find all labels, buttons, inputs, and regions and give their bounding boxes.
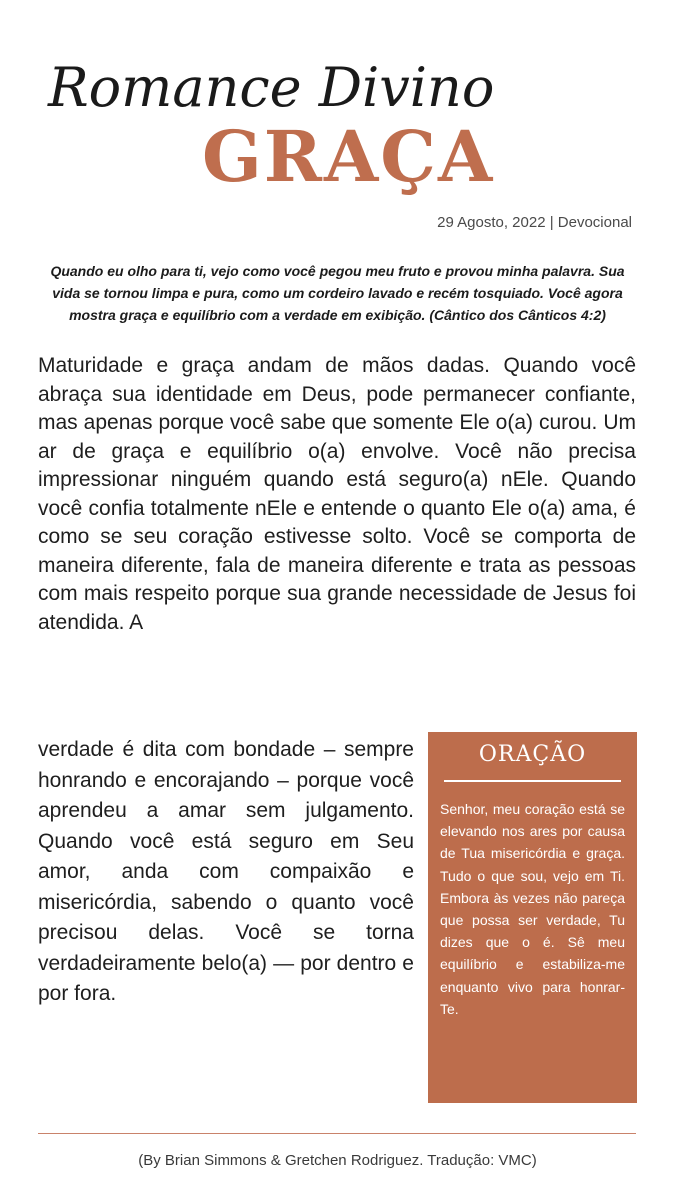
main-title: GRAÇA xyxy=(202,115,495,198)
prayer-title: ORAÇÃO xyxy=(478,742,587,767)
date-category-line: 29 Agosto, 2022 | Devocional xyxy=(437,214,632,231)
script-title xyxy=(40,20,495,130)
scripture-verse: Quando eu olho para ti, vejo como você pegou meu fruto e provou minha palavra. Sua vida se tornou limpa e pura, como um cordeiro lavado e recém tosquiado. Você agora mostra graça e equilíbrio com a verdade em exibição. (Cântico dos Cânticos 4:2) xyxy=(50,263,625,323)
prayer-box xyxy=(428,732,637,1103)
prayer-text: Senhor, meu coração está se elevando nos ares por causa de Tua misericórdia e graça. Tudo o que sou, vejo em Ti. Embora às vezes não pareça que possa ser verdade, Tu dizes que o é. Sê meu equilíbrio e estabiliza-me enquanto vivo para honrar-Te. xyxy=(440,801,625,1017)
script-title-text: Romance Divino xyxy=(48,56,495,119)
prayer-divider xyxy=(444,780,621,782)
footer-credit: (By Brian Simmons & Gretchen Rodriguez. Tradução: VMC) xyxy=(138,1152,537,1169)
devotional-body-continued: verdade é dita com bondade – sempre honrando e encorajando – porque você aprendeu a amar sem julgamento. Quando você está seguro em Seu amor, anda com compaixão e misericórdia, sabendo o quanto você precisou delas. Você se torna verdadeiramente belo(a) — por dentro e por fora. xyxy=(38,738,414,1005)
devotional-body-top: Maturidade e graça andam de mãos dadas. Quando você abraça sua identidade em Deus, pode permanecer confiante, mas apenas porque você sabe que somente Ele o(a) curou. Um ar de graça e equilíbrio o(a) envolve. Você não precisa impressionar ninguém quando está seguro(a) nEle. Quando você confia totalmente nEle e entende o quanto Ele o(a) ama, é como se seu coração estivesse solto. Você se comporta de maneira diferente, fala de maneira diferente e trata as pessoas com mais respeito porque sua grande necessidade de Jesus foi atendida. A xyxy=(38,354,636,634)
footer-divider xyxy=(38,1133,636,1134)
